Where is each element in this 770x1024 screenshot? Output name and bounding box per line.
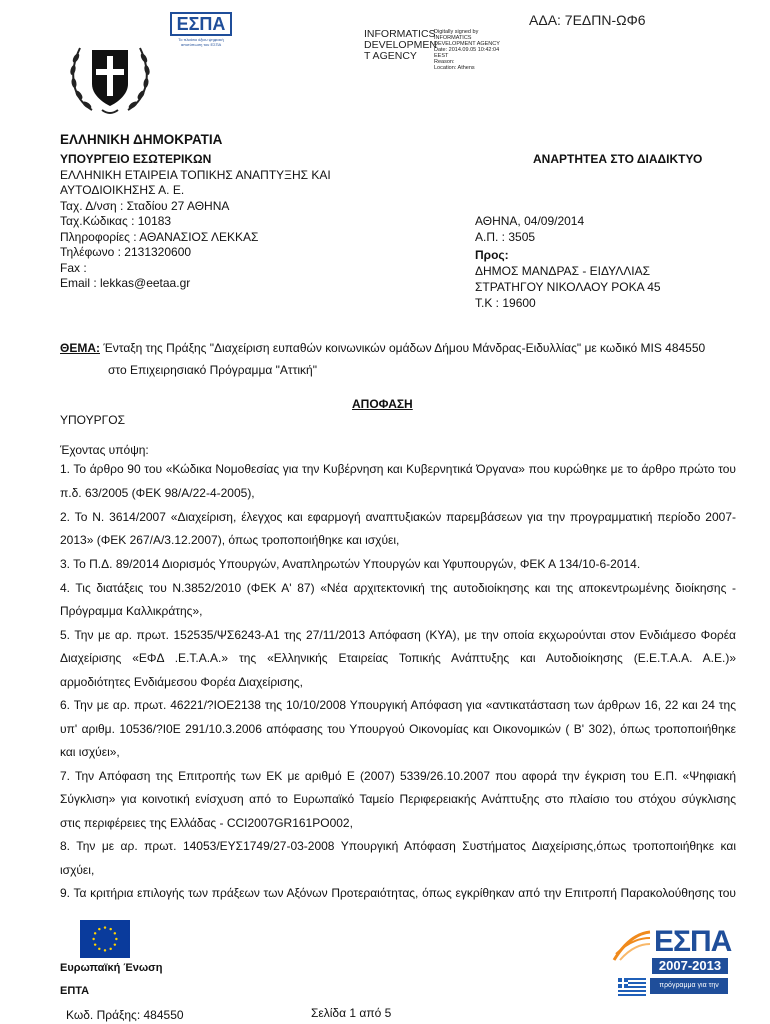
- project-code: Κωδ. Πράξης: 484550: [66, 1008, 184, 1022]
- eu-label: Ευρωπαϊκή Ένωση: [60, 962, 163, 974]
- recipient-line1: ΔΗΜΟΣ ΜΑΝΔΡΑΣ - ΕΙΔΥΛΛΙΑΣ: [475, 264, 651, 278]
- signature-detail-line: Digitally signed by: [434, 29, 479, 35]
- list-item-continuation: [60, 792, 736, 807]
- signature-detail-line: Reason:: [434, 59, 455, 65]
- list-item: [60, 886, 736, 901]
- publish-note: ΑΝΑΡΤΗΤΕΑ ΣΤΟ ΔΙΑΔΙΚΤΥΟ: [533, 152, 703, 166]
- list-item-continuation: [60, 863, 736, 878]
- list-item-line: 1. Το άρθρο 90 του «Κώδικα Νομοθεσίας για την Κυβέρνηση και Κυβερνητικά Όργανα» που κυρώθηκε με το άρθρο πρώτο του: [60, 462, 736, 476]
- eu-flag-icon: [80, 920, 130, 958]
- list-item-line: αρμοδιότητες Ενδιάμεσου Φορέα Διαχείρισης,: [60, 675, 304, 689]
- espa-bottom-slogan: πρόγραμμα για την ανάπτυξη: [650, 978, 728, 994]
- decision-title: ΑΠΟΦΑΣΗ: [352, 397, 413, 411]
- sender-postcode: Ταχ.Κώδικας : 10183: [60, 214, 172, 228]
- list-item-continuation: [60, 745, 736, 760]
- espa-top-logo: [170, 12, 232, 52]
- list-item: [60, 510, 736, 525]
- list-item-line: στις περιφέρειες της Ελλάδας - CCI2007GR161PO002,: [60, 816, 353, 830]
- signature-detail-line: DEVELOPMENT AGENCY: [434, 41, 500, 47]
- list-item: [60, 628, 736, 643]
- list-item-continuation: [60, 722, 736, 737]
- list-item-line: 5. Την με αρ. πρωτ. 152535/ΨΣ6243-Α1 της 27/11/2013 Απόφαση (ΚΥΑ), με την οποία εκχωρούνται στον Ενδιάμεσο Φορέα: [60, 628, 736, 642]
- espa-bottom-years: 2007-2013: [652, 958, 728, 974]
- considering-heading: Έχοντας υπόψη:: [60, 443, 149, 457]
- document-date: ΑΘΗΝΑ, 04/09/2014: [475, 214, 585, 228]
- list-item-line: υπ' αριθμ. 10536/?Ι0Ε 291/10.3.2006 απόφασης του Υπουργού Οικονομίας και Οικονομικών ( Β' 302), όπως τροποποιήθηκε: [60, 722, 736, 736]
- list-item: [60, 839, 736, 854]
- list-item-line: Σύγκλιση» για κοινοτική ενίσχυση από το Ευρωπαϊκό Ταμείο Περιφερειακής Ανάπτυξης στο πλαίσιο του στόχου σύγκλισης: [60, 792, 736, 806]
- espa-logo-text: ΕΣΠΑ: [170, 12, 232, 36]
- sender-fax: Fax :: [60, 261, 87, 275]
- list-item-line: ισχύει,: [60, 863, 95, 877]
- sender-info-contact: Πληροφορίες : ΑΘΑΝΑΣΙΟΣ ΛΕΚΚΑΣ: [60, 230, 259, 244]
- signature-details: [434, 29, 514, 71]
- espa-footer-label: ΕΠΤΑ: [60, 985, 90, 997]
- list-item-line: 4. Τις διατάξεις του Ν.3852/2010 (ΦΕΚ Α' 87) «Νέα αρχιτεκτονική της αυτοδιοίκησης και της αποκεντρωμένης διοίκησης -: [60, 581, 736, 595]
- list-item-line: Πρόγραμμα Καλλικράτης»,: [60, 604, 203, 618]
- greek-flag-icon: [618, 978, 646, 996]
- list-item-line: και ισχύει»,: [60, 745, 120, 759]
- list-item: [60, 581, 736, 596]
- recipient-line3: Τ.Κ : 19600: [475, 296, 536, 310]
- sender-email: Email : lekkas@eetaa.gr: [60, 276, 191, 290]
- subject-line2: στο Επιχειρησιακό Πρόγραμμα "Αττική": [108, 363, 317, 377]
- recipient-line2: ΣΤΡΑΤΗΓΟΥ ΝΙΚΟΛΑΟΥ ΡΟΚΑ 45: [475, 280, 661, 294]
- list-item: [60, 462, 736, 477]
- list-item-line: 2. Το Ν. 3614/2007 «Διαχείριση, έλεγχος και εφαρμογή αναπτυξιακών παρεμβάσεων για την προγραμματική περίοδο 2007-: [60, 510, 736, 524]
- agency-name-line1: ΕΛΛΗΝΙΚΗ ΕΤΑΙΡΕΙΑ ΤΟΠΙΚΗΣ ΑΝΑΠΤΥΞΗΣ ΚΑΙ: [60, 168, 331, 182]
- list-item-line: 2013» (ΦΕΚ 267/Α/3.12.2007), όπως τροποποιήθηκε και ισχύει,: [60, 533, 400, 547]
- signer-name: INFORMATICS DEVELOPMEN T AGENCY: [364, 28, 437, 62]
- list-item-continuation: [60, 651, 736, 666]
- signature-detail-line: Location: Athens: [434, 65, 475, 71]
- minister-heading: ΥΠΟΥΡΓΟΣ: [60, 413, 125, 427]
- list-item-continuation: [60, 816, 736, 831]
- list-item: [60, 769, 736, 784]
- list-item: [60, 557, 736, 572]
- list-item-line: π.δ. 63/2005 (ΦΕΚ 98/Α/22-4-2005),: [60, 486, 255, 500]
- page-number: Σελίδα 1 από 5: [311, 1006, 392, 1020]
- list-item-line: 6. Την με αρ. πρωτ. 46221/?ΙΟΕ2138 της 10/10/2008 Υπουργική Απόφαση για «αντικατάσταση των άρθρων 16, 22 και 24 της: [60, 698, 736, 712]
- country-heading: ΕΛΛΗΝΙΚΗ ΔΗΜΟΚΡΑΤΙΑ: [60, 132, 223, 147]
- list-item-line: Διαχείρισης «ΕΦΔ .Ε.Τ.Α.Α.» της «Ελληνικής Εταιρείας Τοπικής Ανάπτυξης και Αυτοδιοίκησης (Ε.Ε.Τ.Α.Α. Α.Ε.)»: [60, 651, 736, 665]
- recipient-label: Προς:: [475, 248, 509, 262]
- sender-address: Ταχ. Δ/νση : Σταδίου 27 ΑΘΗΝΑ: [60, 199, 230, 213]
- list-item-continuation: [60, 604, 736, 619]
- espa-bottom-title: ΕΣΠΑ: [654, 925, 732, 958]
- list-item-line: 9. Τα κριτήρια επιλογής των πράξεων των Αξόνων Προτεραιότητας, όπως εγκρίθηκαν από την Επιτροπή Παρακολούθησης του: [60, 886, 736, 900]
- agency-name-line2: ΑΥΤΟΔΙΟΙΚΗΣΗΣ Α. Ε.: [60, 183, 185, 197]
- protocol-number: Α.Π. : 3505: [475, 230, 536, 244]
- espa-swoosh-icon: [612, 930, 652, 964]
- subject-text: Ένταξη της Πράξης "Διαχείριση ευπαθών κοινωνικών ομάδων Δήμου Μάνδρας-Ειδυλλίας" με κωδικό MIS 484550: [103, 341, 706, 355]
- list-item-continuation: [60, 675, 736, 690]
- subject-label: ΘΕΜΑ:: [60, 341, 100, 355]
- ministry-name: ΥΠΟΥΡΓΕΙΟ ΕΣΩΤΕΡΙΚΩΝ: [60, 152, 212, 166]
- list-item-line: 7. Την Απόφαση της Επιτροπής των ΕΚ με αριθμό Ε (2007) 5339/26.10.2007 που αφορά την έγκριση του Ε.Π. «Ψηφιακή: [60, 769, 736, 783]
- list-item-continuation: [60, 533, 736, 548]
- list-item-line: 8. Την με αρ. πρωτ. 14053/ΕΥΣ1749/27-03-2008 Υπουργική Απόφαση Συστήματος Διαχείρισης,όπως τροποποιήθηκε και: [60, 839, 736, 853]
- greek-emblem-icon: [62, 28, 158, 118]
- ada-code: ΑΔΑ: 7ΕΔΠΝ-ΩΦ6: [529, 12, 646, 28]
- signature-detail-line: EEST: [434, 53, 449, 59]
- espa-bottom-logo: [612, 922, 732, 1014]
- sender-phone: Τηλέφωνο : 2131320600: [60, 245, 192, 259]
- espa-logo-subtitle: Το πλαίσιο άξιου ψηφιακή αποτύπωση του ΕΣΠΑ: [178, 37, 224, 47]
- list-item-continuation: [60, 486, 736, 501]
- subject-line1: [60, 341, 705, 356]
- signature-detail-line: Date: 2014.09.05 10:42:04: [434, 47, 500, 53]
- list-item-line: 3. Το Π.Δ. 89/2014 Διορισμός Υπουργών, Αναπληρωτών Υπουργών και Υφυπουργών, ΦΕΚ Α 134/10-6-2014.: [60, 557, 641, 571]
- signature-detail-line: INFORMATICS: [434, 35, 472, 41]
- list-item: [60, 698, 736, 713]
